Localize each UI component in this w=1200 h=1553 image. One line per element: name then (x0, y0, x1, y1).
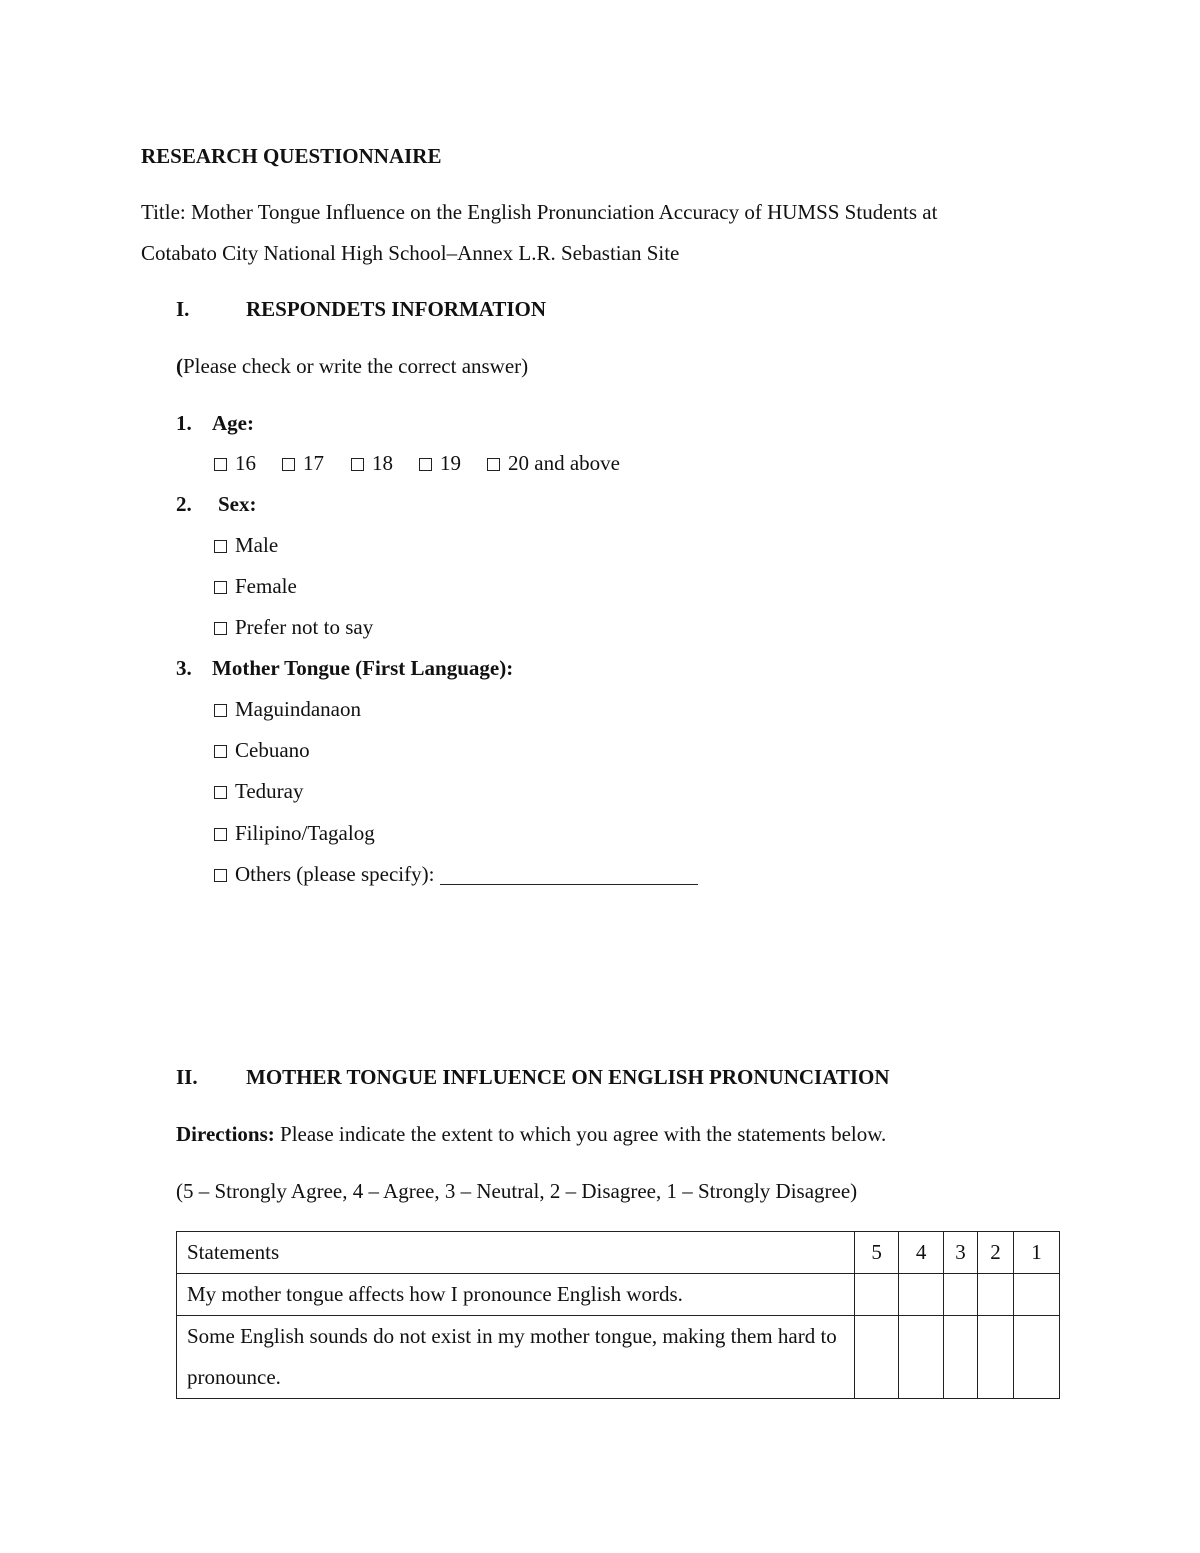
tongue-option-others[interactable] (214, 862, 698, 887)
checkbox-icon[interactable] (214, 704, 227, 717)
header-5: 5 (855, 1232, 899, 1274)
option-label: Others (please specify): (235, 862, 435, 886)
rating-cell-5[interactable] (855, 1274, 899, 1316)
tongue-option-filipino-tagalog[interactable] (214, 821, 375, 846)
q2-number: 2. (176, 492, 192, 516)
statement-cell: Some English sounds do not exist in my mother tongue, making them hard to pronounce. (177, 1316, 855, 1399)
document-heading: RESEARCH QUESTIONNAIRE (141, 144, 442, 168)
statement-cell: My mother tongue affects how I pronounce English words. (177, 1274, 855, 1316)
likert-table (176, 1231, 1060, 1399)
age-option-17[interactable] (282, 451, 324, 476)
age-option-18[interactable] (351, 451, 393, 476)
sex-option-male[interactable] (214, 533, 278, 558)
title-line-2: Cotabato City National High School–Annex L.R. Sebastian Site (141, 241, 680, 265)
rating-cell-4[interactable] (899, 1274, 944, 1316)
checkbox-icon[interactable] (419, 458, 432, 471)
q1-number: 1. (176, 411, 192, 435)
option-label: Filipino/Tagalog (235, 821, 375, 845)
option-label: Cebuano (235, 738, 310, 762)
rating-cell-3[interactable] (944, 1316, 978, 1399)
checkbox-icon[interactable] (487, 458, 500, 471)
rating-cell-2[interactable] (978, 1316, 1014, 1399)
rating-cell-3[interactable] (944, 1274, 978, 1316)
section-2-numeral: II. (176, 1065, 198, 1089)
rating-cell-2[interactable] (978, 1274, 1014, 1316)
option-label: Teduray (235, 779, 304, 803)
instruction-paren: ( (176, 354, 183, 378)
checkbox-icon[interactable] (282, 458, 295, 471)
age-option-19[interactable] (419, 451, 461, 476)
header-4: 4 (899, 1232, 944, 1274)
header-2: 2 (978, 1232, 1014, 1274)
header-3: 3 (944, 1232, 978, 1274)
checkbox-icon[interactable] (351, 458, 364, 471)
checkbox-icon[interactable] (214, 869, 227, 882)
rating-scale: (5 – Strongly Agree, 4 – Agree, 3 – Neutral, 2 – Disagree, 1 – Strongly Disagree) (176, 1179, 858, 1203)
option-label: Male (235, 533, 279, 557)
directions (176, 1122, 886, 1147)
option-label: 16 (235, 451, 256, 475)
table-row (177, 1316, 1060, 1399)
sex-option-female[interactable] (214, 574, 297, 599)
table-header-row (177, 1232, 1060, 1274)
section-2-heading: MOTHER TONGUE INFLUENCE ON ENGLISH PRONUNCIATION (246, 1065, 890, 1089)
instruction-text: Please check or write the correct answer) (183, 354, 529, 378)
checkbox-icon[interactable] (214, 458, 227, 471)
section-1-instruction (176, 354, 528, 379)
checkbox-icon[interactable] (214, 540, 227, 553)
sex-option-prefer-not-to-say[interactable] (214, 615, 373, 640)
rating-cell-4[interactable] (899, 1316, 944, 1399)
option-label: 17 (303, 451, 324, 475)
rating-cell-1[interactable] (1013, 1274, 1059, 1316)
option-label: 18 (372, 451, 393, 475)
option-label: Female (235, 574, 297, 598)
option-label: 20 and above (508, 451, 620, 475)
rating-cell-1[interactable] (1013, 1316, 1059, 1399)
option-label: Maguindanaon (235, 697, 361, 721)
q2-label: Sex: (218, 492, 257, 516)
title-line-1: Title: Mother Tongue Influence on the English Pronunciation Accuracy of HUMSS Students at (141, 200, 938, 224)
section-1-numeral: I. (176, 297, 190, 321)
q3-label: Mother Tongue (First Language): (212, 656, 514, 680)
table-row (177, 1274, 1060, 1316)
q3-number: 3. (176, 656, 192, 680)
rating-cell-5[interactable] (855, 1316, 899, 1399)
others-specify-field[interactable] (440, 866, 698, 885)
checkbox-icon[interactable] (214, 622, 227, 635)
age-option-20-and-above[interactable] (487, 451, 620, 476)
tongue-option-cebuano[interactable] (214, 738, 310, 763)
checkbox-icon[interactable] (214, 581, 227, 594)
checkbox-icon[interactable] (214, 828, 227, 841)
q1-label: Age: (212, 411, 254, 435)
option-label: Prefer not to say (235, 615, 374, 639)
checkbox-icon[interactable] (214, 786, 227, 799)
tongue-option-maguindanaon[interactable] (214, 697, 361, 722)
option-label: 19 (440, 451, 461, 475)
header-statements: Statements (177, 1232, 855, 1274)
checkbox-icon[interactable] (214, 745, 227, 758)
tongue-option-teduray[interactable] (214, 779, 304, 804)
age-option-16[interactable] (214, 451, 256, 476)
directions-label: Directions: (176, 1122, 275, 1146)
header-1: 1 (1013, 1232, 1059, 1274)
section-1-heading: RESPONDETS INFORMATION (246, 297, 547, 321)
directions-text: Please indicate the extent to which you agree with the statements below. (274, 1122, 887, 1146)
